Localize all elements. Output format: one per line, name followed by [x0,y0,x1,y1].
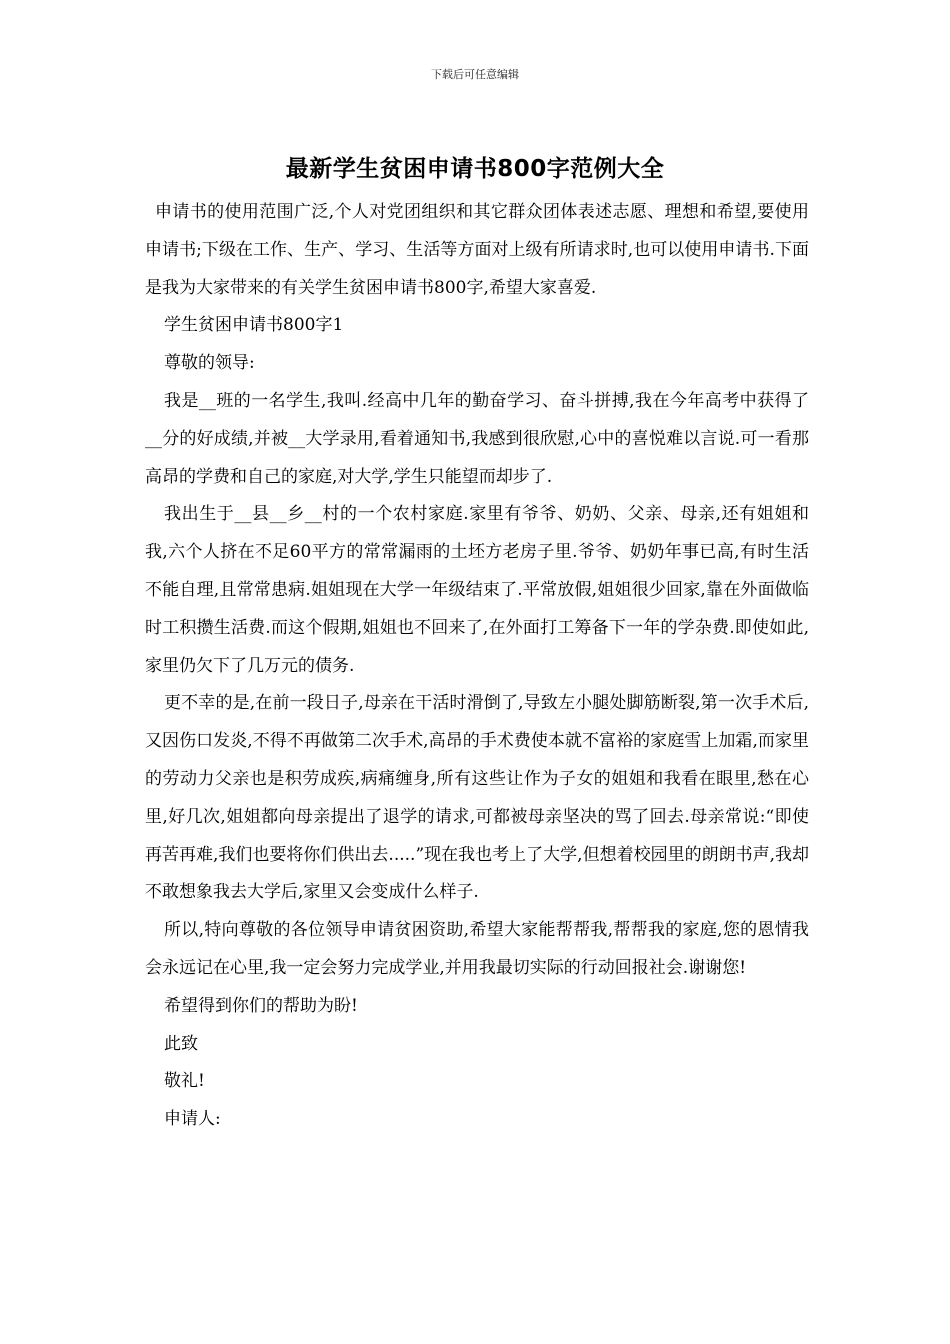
intro-paragraph: 申请书的使用范围广泛,个人对党团组织和其它群众团体表述志愿、理想和希望,要使用申请书;下级在工作、生产、学习、生活等方面对上级有所请求时,也可以使用申请书.下面是我为大家带来的有关学生贫困申请书800字,希望大家喜爱. [145,202,809,298]
document-title: 最新学生贫困申请书800字范例大全 [285,156,665,182]
body-paragraph: 更不幸的是,在前一段日子,母亲在干活时滑倒了,导致左小腿处脚筋断裂,第一次手术后,又因伤口发炎,不得不再做第二次手术,高昂的手术费使本就不富裕的家庭雪上加霜,而家里的劳动力父亲也是积劳成疾,病痛缠身,所有这些让作为子女的姐姐和我看在眼里,愁在心里,好几次,姐姐都向母亲提出了退学的请求,可都被母亲坚决的骂了回去.母亲常说:“即使再苦再难,我们也要将你们供出去.....”现在我也考上了大学,但想着校园里的朗朗书声,我却不敢想象我去大学后,家里又会变成什么样子. [145,693,809,903]
document-body [145,194,809,1139]
applicant-signature: 申请人: [164,1109,221,1130]
closing-jingli: 敬礼! [164,1071,205,1092]
section-heading: 学生贫困申请书800字1 [164,315,344,336]
body-paragraph: 我是__班的一名学生,我叫.经高中几年的勤奋学习、奋斗拼搏,我在今年高考中获得了__分的好成绩,并被__大学录用,看着通知书,我感到很欣慰,心中的喜悦难以言说.可一看那高昂的学费和自己的家庭,对大学,学生只能望而却步了. [145,390,809,487]
body-paragraph: 所以,特向尊敬的各位领导申请贫困资助,希望大家能帮帮我,帮帮我的家庭,您的恩情我会永远记在心里,我一定会努力完成学业,并用我最切实际的行动回报社会.谢谢您! [145,920,809,978]
body-paragraph: 我出生于__县__乡__村的一个农村家庭.家里有爷爷、奶奶、父亲、母亲,还有姐姐和我,六个人挤在不足60平方的常常漏雨的土坯方老房子里.爷爷、奶奶年事已高,有时生活不能自理,且常常患病.姐姐现在大学一年级结束了.平常放假,姐姐很少回家,靠在外面做临时工积攒生活费.而这个假期,姐姐也不回来了,在外面打工筹备下一年的学杂费.即使如此,家里仍欠下了几万元的债务. [145,504,809,676]
closing-cizhi: 此致 [164,1033,198,1054]
salutation: 尊敬的领导: [164,353,255,374]
closing-line: 希望得到你们的帮助为盼! [164,995,358,1016]
header-note: 下载后可任意编辑 [431,68,519,81]
